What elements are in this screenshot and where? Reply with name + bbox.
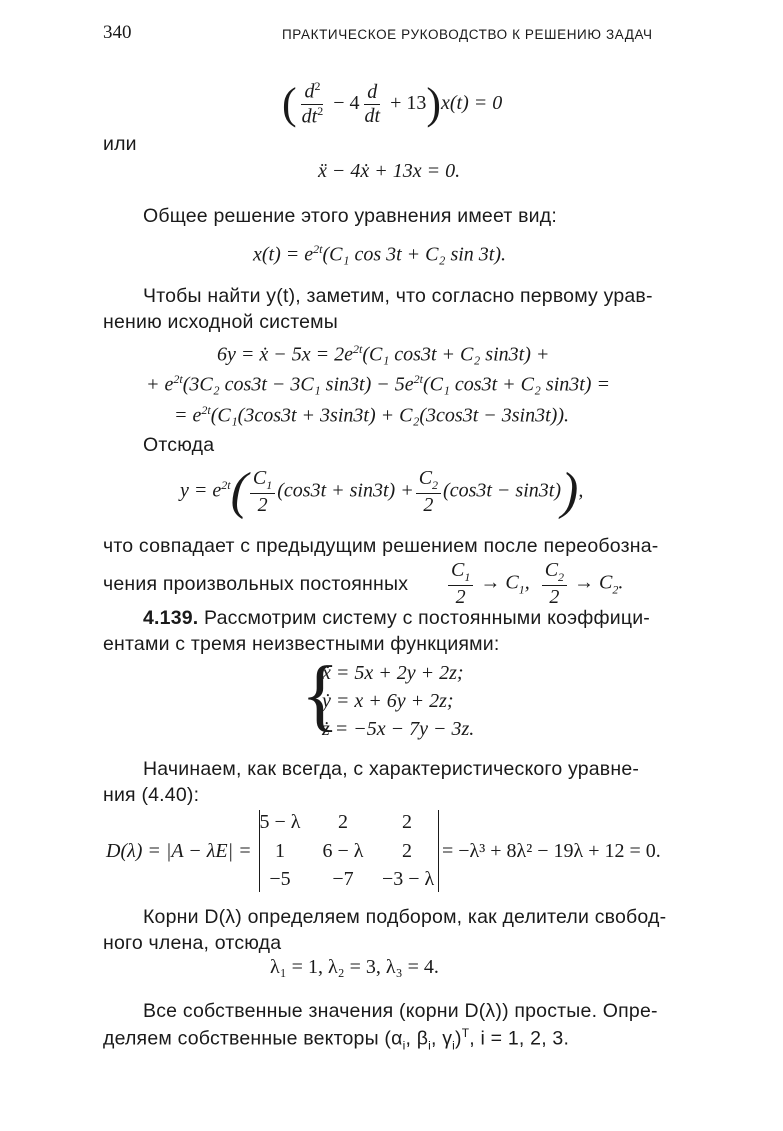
six-y-line3: = $e^{2t}(C_1(3\cos 3t + 3\sin 3t) + C_2(3\cos 3t - 3\sin 3t))$. [174,403,569,427]
problem-intro-line1: 4.139. Рассмотрим систему с постоянными коэффици- [143,607,650,629]
or-word: или [103,133,137,155]
determinant-rhs: = −λ³ + 8λ² − 19λ + 12 = 0. [442,840,661,862]
ode-operator-form: ( $\frac{d^2}{dt^2}$ − 4 $\frac{d}{dt}$ + 13)x(t) = 0 [282,79,503,129]
matrix-cell: 2 [338,811,348,833]
determinant-lhs: D(λ) = |A − λE| = [106,840,252,862]
matrix-cell: −5 [269,868,291,890]
y-solution: $y = e^{2t}$( $\frac{C_1}{2}$ (cos3t + sin3t) + $\frac{C_2}{2}$ (cos3t − sin3t)), [180,463,584,520]
hence-word: Отсюда [143,434,215,456]
system-brace: { [301,651,340,739]
ode-rhs: x(t) = 0 [441,91,503,114]
constant-renaming: $\frac{C_1}{2}$ → $C_1$, $\frac{C_2}{2}$ → $C_2$. [446,559,623,609]
six-y-line2: + $e^{2t}(3C_2$ cos3t − 3C₁ $\sin 3t) - 5e^{2t}(C_1$ cos3t + C₂ sin3t) = [146,372,610,396]
char-eq-line2: ния (4.40): [103,784,200,806]
matrix-cell: 5 − λ [259,811,301,833]
system-eq1: ẋ = 5x + 2y + 2z; [322,662,464,684]
roots-line1: Корни D(λ) определяем подбором, как делители свобод- [143,906,667,928]
coincides-line2: чения произвольных постоянных [103,573,409,595]
eigen-line2: деляем собственные векторы ($\alpha_i$, $\beta_i$, $\gamma_i)^T$, i = 1, 2, 3. [103,1026,570,1053]
eigen-line1: Все собственные значения (корни D(λ)) простые. Опре- [143,1000,658,1022]
six-y-line1: 6y = ẋ − $5x = 2e^{2t}(C_1$ cos3t + C₂ sin3t) + [217,342,550,366]
determinant-right-bar [438,810,439,892]
general-solution: $x(t) = e^{2t}(C_1$ cos 3t + C₂ sin 3t). [253,242,506,266]
char-eq-line1: Начинаем, как всегда, с характеристического уравне- [143,758,640,780]
matrix-cell: 1 [275,840,285,862]
eigenvalues: λ₁ = 1, λ₂ = 3, λ₃ = 4. [270,956,439,978]
system-eq2: ẏ = x + 6y + 2z; [322,690,454,712]
coincides-line1: что совпадает с предыдущим решением после переобозна- [103,535,659,557]
running-title: ПРАКТИЧЕСКОЕ РУКОВОДСТВО К РЕШЕНИЮ ЗАДАЧ [282,27,653,42]
matrix-cell: 2 [402,840,412,862]
matrix-cell: 2 [402,811,412,833]
determinant-matrix [260,810,438,892]
matrix-cell: 6 − λ [322,840,364,862]
roots-line2: ного члена, отсюда [103,932,282,954]
page-number: 340 [103,22,132,43]
ode-dot-form: ẍ − 4ẋ + 13x = 0. [318,160,461,182]
matrix-cell: −7 [332,868,354,890]
find-y-line2: нению исходной системы [103,311,338,333]
system-eq3: ż = −5x − 7y − 3z. [322,718,475,740]
matrix-cell: −3 − λ [382,868,435,890]
general-solution-intro: Общее решение этого уравнения имеет вид: [143,205,557,227]
problem-intro-line2: ентами с тремя неизвестными функциями: [103,633,500,655]
find-y-line1: Чтобы найти y(t), заметим, что согласно первому урав- [143,285,653,307]
